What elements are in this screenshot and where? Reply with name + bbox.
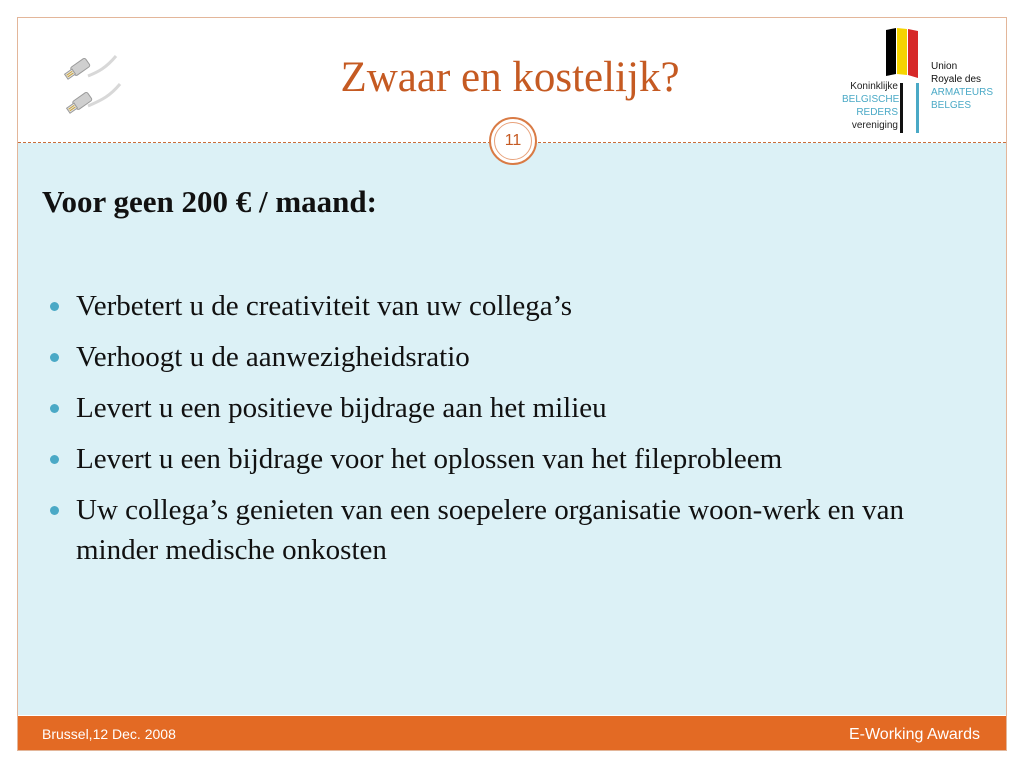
slide-footer	[18, 716, 1006, 750]
bullet-text: Uw collega’s genieten van een soepelere organisatie woon-werk en van minder medische onkosten	[76, 494, 905, 566]
slide-number: 11	[504, 132, 522, 149]
bullet-item	[42, 490, 982, 570]
network-cable-icon	[58, 54, 128, 134]
bullet-list	[42, 286, 982, 581]
footer-date: Brussel,12 Dec. 2008	[42, 726, 176, 742]
logo-line: Koninklijke	[850, 81, 898, 92]
bullet-dot-icon	[50, 353, 59, 362]
belgian-flag-icon	[886, 28, 918, 78]
logo-line: BELGES	[931, 100, 972, 111]
bullet-dot-icon	[50, 302, 59, 311]
bullet-text: Levert u een positieve bijdrage aan het milieu	[76, 392, 607, 424]
logo-line: vereniging	[851, 120, 898, 131]
logo-blue-bar	[916, 83, 919, 133]
logo-line: Union	[931, 61, 958, 72]
bullet-item	[42, 286, 982, 326]
slide-title: Zwaar en kostelijk?	[340, 54, 680, 101]
logo-line: Royale des	[931, 74, 982, 85]
bullet-dot-icon	[50, 404, 59, 413]
logo-line: ARMATEURS	[931, 87, 994, 98]
bullet-dot-icon	[50, 455, 59, 464]
bullet-dot-icon	[50, 506, 59, 515]
slide-number-badge	[489, 117, 537, 165]
logo-line: BELGISCHE	[842, 94, 900, 105]
bullet-text: Verbetert u de creativiteit van uw collega’s	[76, 290, 573, 322]
bullet-item	[42, 337, 982, 377]
logo-text-dutch	[842, 80, 898, 132]
bullet-text: Levert u een bijdrage voor het oplossen van het fileprobleem	[76, 443, 783, 475]
organization-logo	[838, 28, 994, 136]
footer-event-name: E-Working Awards	[848, 726, 980, 743]
content-heading: Voor geen 200 € / maand:	[42, 184, 377, 219]
logo-line: REDERS	[856, 107, 898, 118]
bullet-text: Verhoogt u de aanwezigheidsratio	[76, 341, 470, 373]
bullet-item	[42, 439, 982, 479]
bullet-item	[42, 388, 982, 428]
logo-black-bar	[900, 83, 903, 133]
logo-text-french	[931, 60, 995, 112]
